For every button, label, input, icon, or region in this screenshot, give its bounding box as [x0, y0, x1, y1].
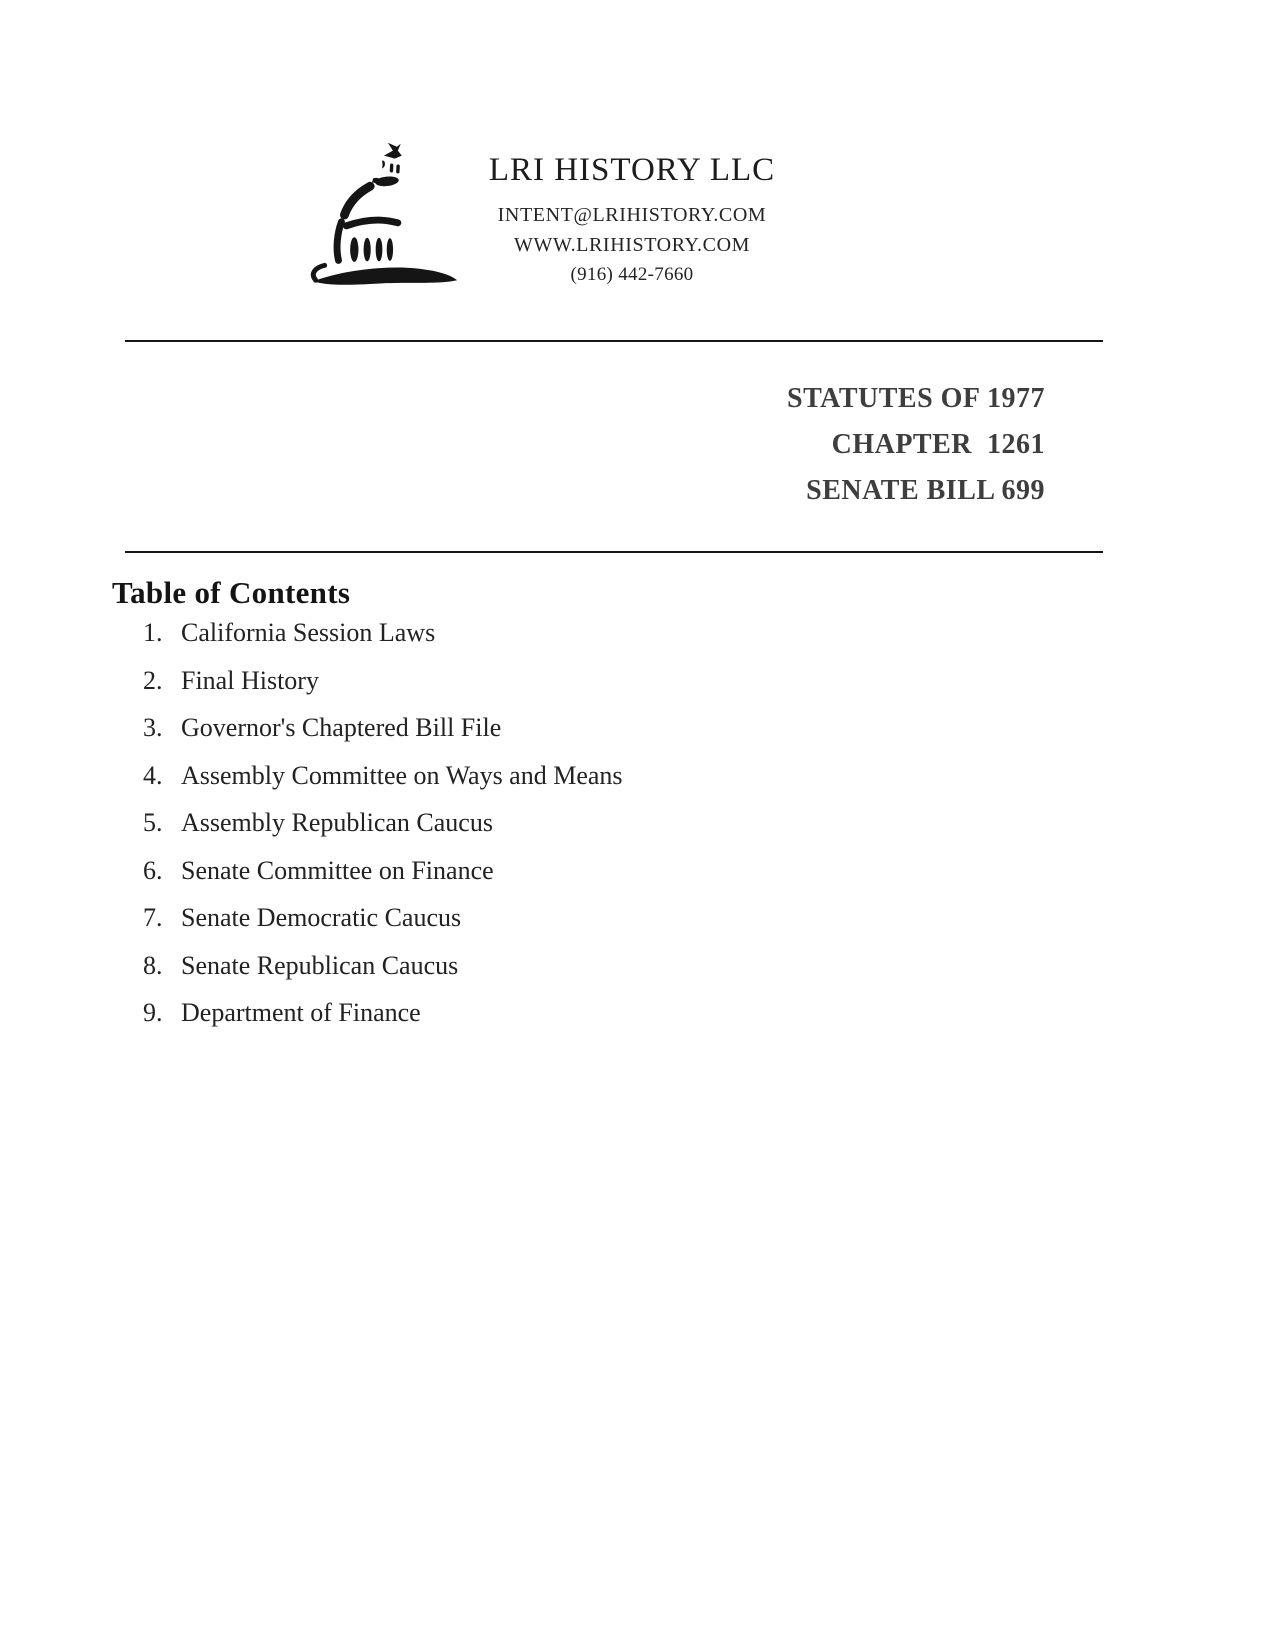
toc-item: [143, 799, 1043, 847]
toc-item: [143, 752, 1043, 800]
toc-item-number: 9.: [143, 998, 163, 1027]
statutes-block: [787, 376, 1045, 514]
company-email: INTENT@LRIHISTORY.COM: [497, 204, 767, 226]
toc-item-number: 2.: [143, 665, 163, 695]
toc-item: [143, 942, 1043, 990]
contact-block: [460, 150, 804, 288]
toc-heading: Table of Contents: [112, 575, 351, 610]
statutes-chapter: CHAPTER 1261: [831, 429, 1045, 460]
toc-list: [143, 609, 1043, 1037]
toc-item: [143, 609, 1043, 657]
toc-item-number: 5.: [143, 808, 163, 837]
toc-item-number: 6.: [143, 855, 163, 885]
toc-item-label: Assembly Committee on Ways and Means: [181, 760, 623, 790]
company-name: LRI HISTORY LLC: [488, 152, 776, 188]
horizontal-rule-bottom: [125, 551, 1103, 553]
toc-item-label: Senate Republican Caucus: [181, 950, 459, 980]
company-phone: (916) 442-7660: [570, 264, 694, 285]
toc-item-label: Governor's Chaptered Bill File: [181, 713, 502, 742]
toc-item: [143, 657, 1043, 705]
toc-item-label: Assembly Republican Caucus: [181, 808, 493, 837]
toc-item-label: Final History: [181, 665, 319, 695]
toc-item: [143, 894, 1043, 942]
company-website: WWW.LRIHISTORY.COM: [513, 234, 750, 256]
toc-item: [143, 847, 1043, 895]
toc-item-label: California Session Laws: [181, 618, 436, 647]
capitol-dome-logo-icon: [292, 121, 470, 299]
toc-item-number: 7.: [143, 903, 163, 932]
toc-item-number: 4.: [143, 760, 163, 790]
toc-item-number: 8.: [143, 950, 163, 980]
toc-item-label: Department of Finance: [181, 998, 421, 1027]
toc-item-label: Senate Democratic Caucus: [181, 903, 462, 932]
statutes-bill: SENATE BILL 699: [806, 475, 1045, 506]
toc-item-number: 1.: [143, 618, 163, 647]
toc-item: [143, 989, 1043, 1037]
toc-item-label: Senate Committee on Finance: [181, 855, 494, 885]
toc-item: [143, 704, 1043, 752]
statutes-year: STATUTES OF 1977: [787, 383, 1045, 414]
toc-item-number: 3.: [143, 713, 163, 742]
horizontal-rule-top: [125, 340, 1103, 342]
